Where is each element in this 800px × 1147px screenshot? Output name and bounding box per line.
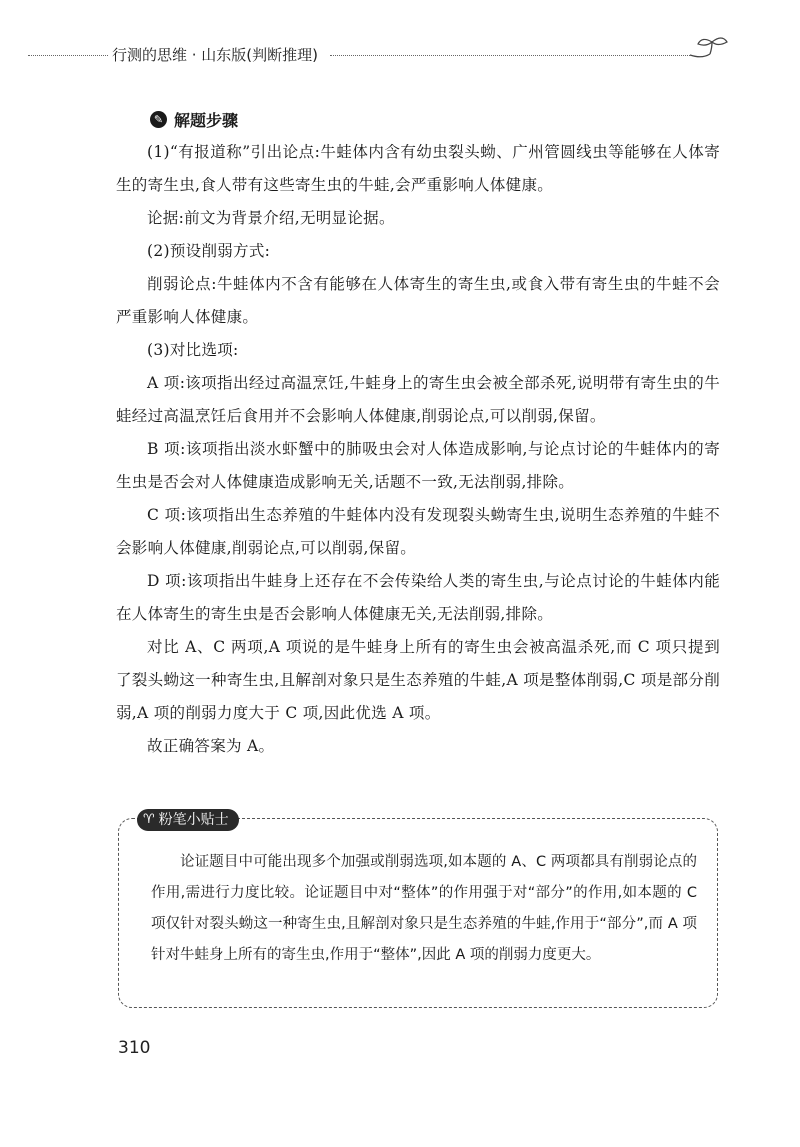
pencil-icon: ✎: [150, 111, 167, 128]
section-heading-text: 解题步骤: [174, 110, 239, 130]
paragraph-preset-weaken: 削弱论点:牛蛙体内不含有能够在人体寄生的寄生虫,或食入带有寄生虫的牛蛙不会严重影响人体健康。: [116, 275, 720, 326]
tip-text: 论证题目中可能出现多个加强或削弱选项,如本题的 A、C 两项都具有削弱论点的作用,需进行力度比较。论证题目中对“整体”的作用强于对“部分”的作用,如本题的 C 项仅针对裂头蚴这一种寄生虫,且解剖对象只是生态养殖的牛蛙,作用于“部分”,而 A 项针对牛蛙身上所有的寄生虫,作用于“整体”,因此 A 项的削弱力度更大。: [151, 854, 697, 963]
paragraph-answer: 故正确答案为 A。: [147, 737, 275, 755]
header-rule-right: [330, 55, 690, 56]
paragraph-preset-heading: (2)预设削弱方式:: [147, 242, 271, 260]
solution-section: [116, 102, 720, 763]
paragraph-argument: (1)“有报道称”引出论点:牛蛙体内含有幼虫裂头蚴、广州管圆线虫等能够在人体寄生的寄生虫,食人带有这些寄生虫的牛蛙,会严重影响人体健康。: [116, 143, 720, 194]
book-title: 行测的思维 · 山东版(判断推理): [112, 46, 319, 64]
header-rule-left: [28, 55, 108, 56]
tip-box: [118, 812, 718, 1008]
tip-label: [137, 809, 239, 831]
paragraph-compare-heading: (3)对比选项:: [147, 341, 239, 359]
tip-label-text: 粉笔小贴士: [158, 812, 229, 828]
paragraph-option-d: D 项:该项指出牛蛙身上还存在不会传染给人类的寄生虫,与论点讨论的牛蛙体内能在人体寄生的寄生虫是否会影响人体健康无关,无法削弱,排除。: [116, 572, 720, 623]
sprout-icon: ♈: [143, 812, 155, 827]
section-heading: [150, 102, 720, 136]
paragraph-comparison: 对比 A、C 两项,A 项说的是牛蛙身上所有的寄生虫会被高温杀死,而 C 项只提到了裂头蚴这一种寄生虫,且解剖对象只是生态养殖的牛蛙,A 项是整体削弱,C 项是部分削弱,A 项的削弱力度大于 C 项,因此优选 A 项。: [116, 638, 720, 722]
paragraph-option-a: A 项:该项指出经过高温烹饪,牛蛙身上的寄生虫会被全部杀死,说明带有寄生虫的牛蛙经过高温烹饪后食用并不会影响人体健康,削弱论点,可以削弱,保留。: [116, 374, 720, 425]
sprout-icon: [688, 30, 732, 64]
paragraph-evidence: 论据:前文为背景介绍,无明显论据。: [147, 209, 395, 227]
paragraph-option-b: B 项:该项指出淡水虾蟹中的肺吸虫会对人体造成影响,与论点讨论的牛蛙体内的寄生虫是否会对人体健康造成影响无关,话题不一致,无法削弱,排除。: [116, 440, 720, 491]
running-header: [0, 44, 800, 68]
page-number: 310: [118, 1038, 151, 1058]
paragraph-option-c: C 项:该项指出生态养殖的牛蛙体内没有发现裂头蚴寄生虫,说明生态养殖的牛蛙不会影响人体健康,削弱论点,可以削弱,保留。: [116, 506, 720, 557]
